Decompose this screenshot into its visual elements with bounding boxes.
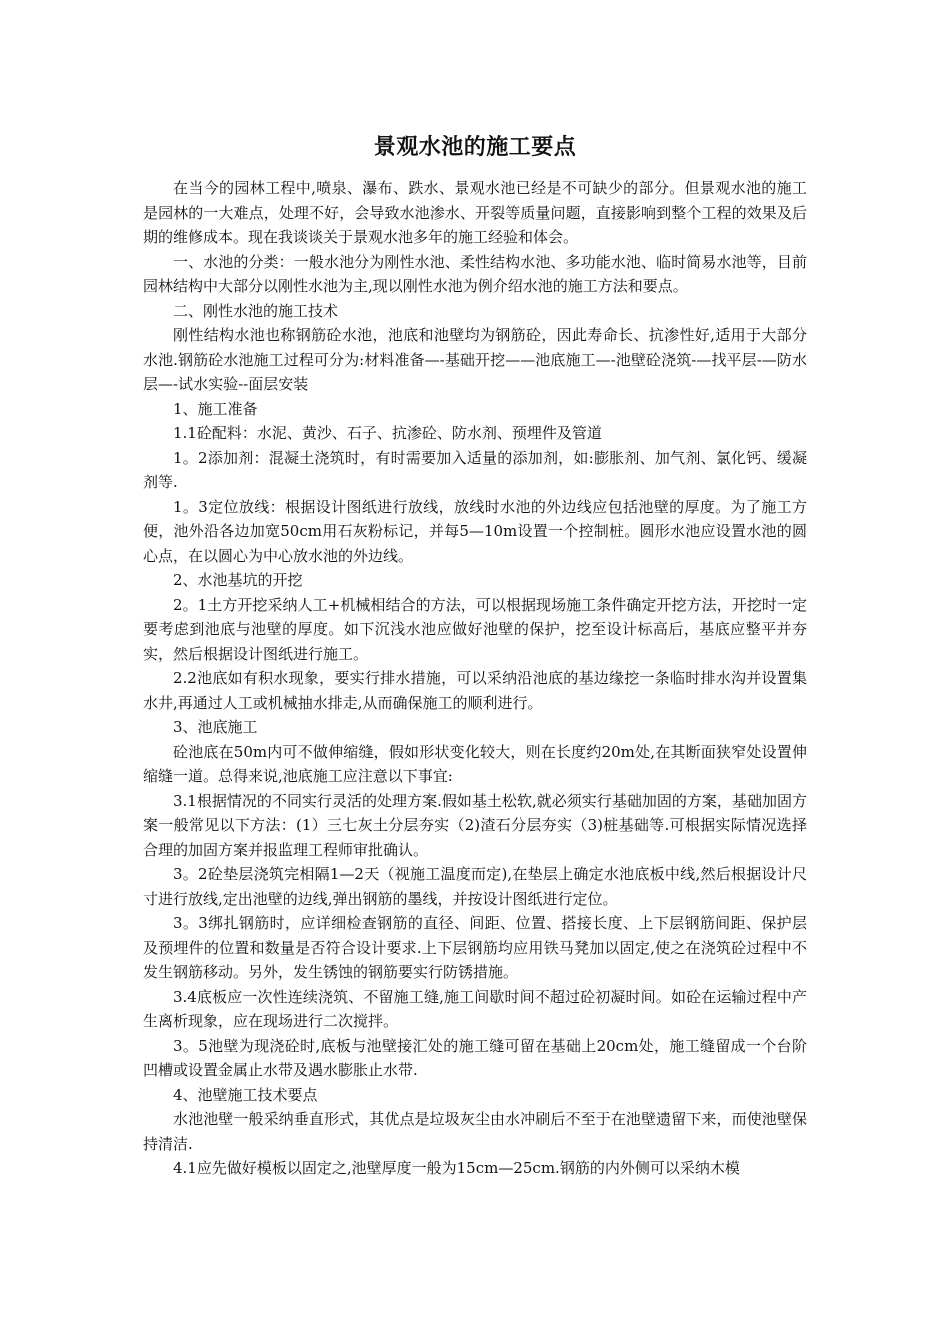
- section-heading-rigid-pool: 二、刚性水池的施工技术: [173, 301, 339, 320]
- paragraph-3-2: 3。2砼垫层浇筑完相隔1—2天（视施工温度而定),在垫层上确定水池底板中线,然后根据设计尺寸进行放线,定出池壁的边线,弹出钢筋的墨线，并按设计图纸进行定位。: [143, 865, 807, 908]
- paragraph-4-1: 4.1应先做好模板以固定之,池壁厚度一般为15cm—25cm.钢筋的内外侧可以采纳木模: [173, 1159, 740, 1177]
- paragraph-pool-bottom: 砼池底在50m内可不做伸缩缝，假如形状变化较大，则在长度约20m处,在其断面狭窄处设置伸缩缝一道。总得来说,池底施工应注意以下事宜:: [143, 742, 807, 785]
- document-title: 景观水池的施工要点: [373, 135, 577, 160]
- section-heading-excavation: 2、水池基坑的开挖: [173, 571, 303, 589]
- paragraph-1-3: 1。3定位放线：根据设计图纸进行放线，放线时水池的外边线应包括池壁的厚度。为了施工方便，池外沿各边加宽50cm用石灰粉标记，并每5—10m设置一个控制桩。圆形水池应设置水池的圆心点，在以圆心为中心放水池的外边线。: [143, 497, 807, 565]
- paragraph-2-2: 2.2池底如有积水现象，要实行排水措施，可以采纳沿池底的基边缘挖一条临时排水沟并设置集水井,再通过人工或机械抽水排走,从而确保施工的顺利进行。: [143, 669, 807, 712]
- paragraph-2-1: 2。1土方开挖采纳人工+机械相结合的方法，可以根据现场施工条件确定开挖方法，开挖时一定要考虑到池底与池壁的厚度。如下沉浅水池应做好池壁的保护，挖至设计标高后，基底应整平并夯实，然后根据设计图纸进行施工。: [143, 595, 807, 663]
- paragraph-intro: 在当今的园林工程中,喷泉、瀑布、跌水、景观水池已经是不可缺少的部分。但景观水池的施工是园林的一大难点，处理不好，会导致水池渗水、开裂等质量问题，直接影响到整个工程的效果及后期的维修成本。现在我谈谈关于景观水池多年的施工经验和体会。: [143, 179, 807, 246]
- section-heading-pool-bottom: 3、池底施工: [173, 718, 258, 736]
- paragraph-3-5: 3。5池壁为现浇砼时,底板与池壁接汇处的施工缝可留在基础上20cm处，施工缝留成一个台阶凹槽或设置金属止水带及遇水膨胀止水带.: [143, 1036, 807, 1079]
- section-heading-preparation: 1、施工准备: [173, 399, 258, 418]
- paragraph-3-4: 3.4底板应一次性连续浇筑、不留施工缝,施工间歇时间不超过砼初凝时间。如砼在运输过程中产生离析现象，应在现场进行二次搅拌。: [143, 987, 807, 1030]
- paragraph-pool-wall: 水池池壁一般采纳垂直形式，其优点是垃圾灰尘由水冲刷后不至于在池壁遗留下来，而使池壁保持清洁.: [143, 1110, 807, 1153]
- paragraph-3-1: 3.1根据情况的不同实行灵活的处理方案.假如基土松软,就必须实行基础加固的方案，基础加固方案一般常见以下方法：(1）三七灰土分层夯实（2)渣石分层夯实（3)桩基础等.可根据实际情况选择合理的加固方案并报监理工程师审批确认。: [143, 791, 807, 859]
- paragraph-classification: 一、水池的分类：一般水池分为刚性水池、柔性结构水池、多功能水池、临时简易水池等，目前园林结构中大部分以刚性水池为主,现以刚性水池为例介绍水池的施工方法和要点。: [143, 252, 807, 295]
- paragraph-1-2: 1。2添加剂：混凝土浇筑时，有时需要加入适量的添加剂，如:膨胀剂、加气剂、氯化钙、缓凝剂等.: [143, 448, 807, 491]
- paragraph-1-1: 1.1砼配料：水泥、黄沙、石子、抗渗砼、防水剂、预埋件及管道: [173, 424, 602, 442]
- paragraph-rigid-pool: 刚性结构水池也称钢筋砼水池，池底和池壁均为钢筋砼，因此寿命长、抗渗性好,适用于大部分水池.钢筋砼水池施工过程可分为:材料准备—-基础开挖——池底施工—-池壁砼浇筑-—找平层-—防水层—-试水实验--面层安装: [143, 326, 807, 393]
- document-body: [143, 176, 807, 1181]
- paragraph-3-3: 3。3绑扎钢筋时，应详细检查钢筋的直径、间距、位置、搭接长度、上下层钢筋间距、保护层及预埋件的位置和数量是否符合设计要求.上下层钢筋均应用铁马凳加以固定,使之在浇筑砼过程中不发生钢筋移动。另外，发生锈蚀的钢筋要实行防锈措施。: [143, 914, 807, 981]
- section-heading-pool-wall: 4、池壁施工技术要点: [173, 1085, 318, 1104]
